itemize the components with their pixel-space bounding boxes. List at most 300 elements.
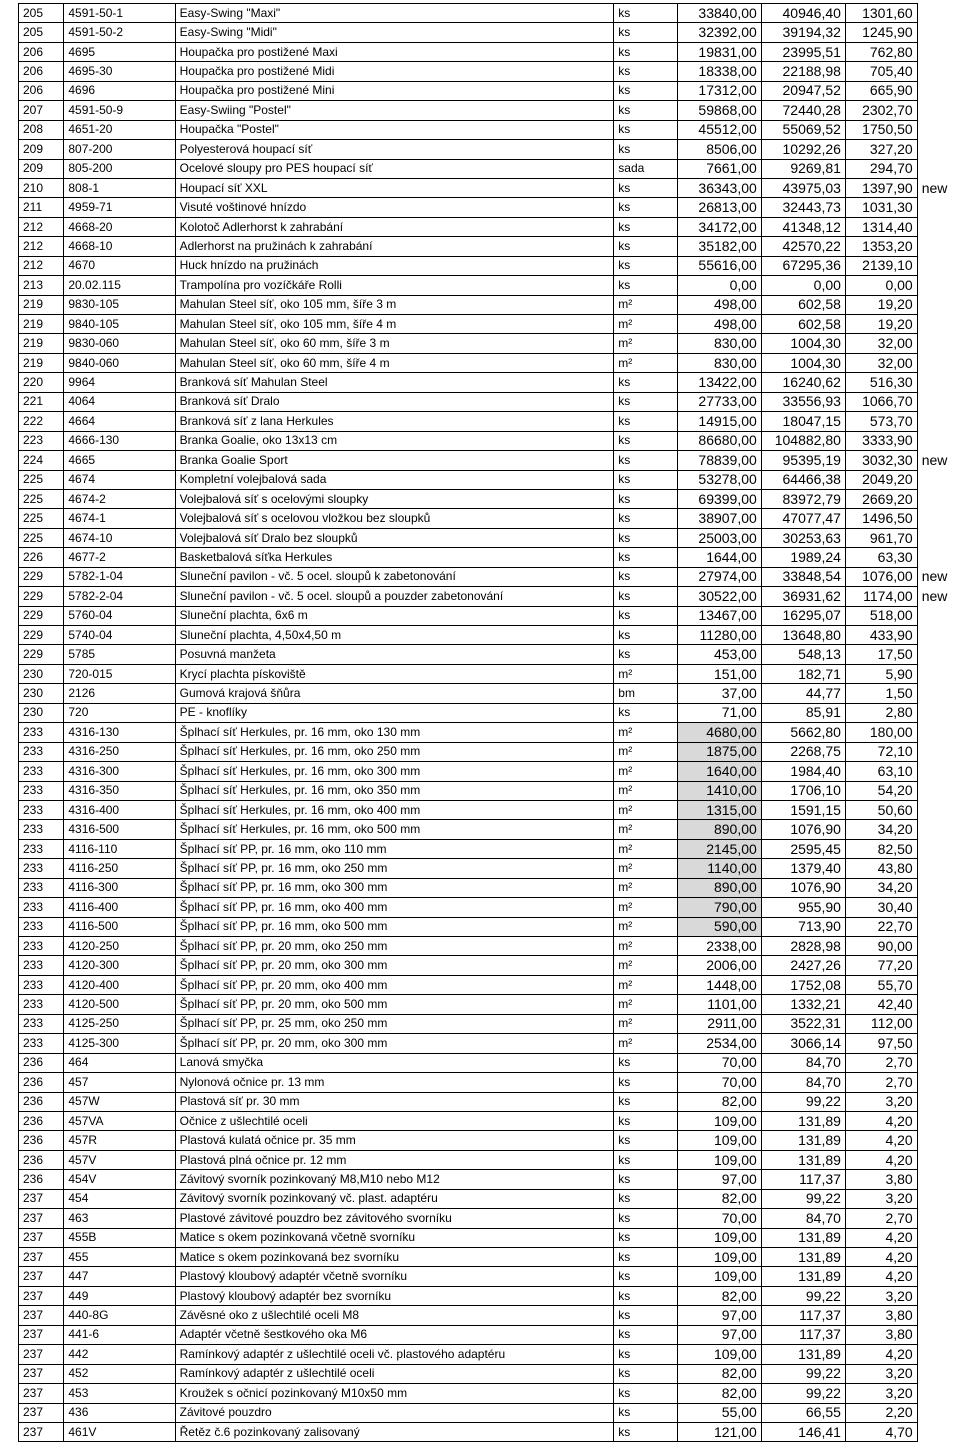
- new-flag: [917, 859, 959, 878]
- unit-cell: m²: [614, 917, 678, 936]
- price-excl-vat-cell: 70,00: [678, 1053, 761, 1072]
- product-name-cell: Gumová krajová šňůra: [175, 684, 614, 703]
- price-excl-vat-cell: 121,00: [678, 1422, 761, 1441]
- price-incl-vat-cell: 2828,98: [761, 937, 845, 956]
- group-cell: 233: [19, 995, 64, 1014]
- group-cell: 212: [19, 237, 64, 256]
- new-flag: [917, 1131, 959, 1150]
- product-name-cell: Plastová síť pr. 30 mm: [175, 1092, 614, 1111]
- price-per-unit-cell: 55,70: [845, 975, 917, 994]
- table-row: [19, 703, 960, 722]
- unit-cell: ks: [614, 626, 678, 645]
- group-cell: 236: [19, 1111, 64, 1130]
- table-row: [19, 820, 960, 839]
- price-incl-vat-cell: 30253,63: [761, 528, 845, 547]
- product-name-cell: Easy-Swiing "Postel": [175, 101, 614, 120]
- group-cell: 236: [19, 1073, 64, 1092]
- price-excl-vat-cell: 97,00: [678, 1325, 761, 1344]
- new-flag: [917, 101, 959, 120]
- new-flag: [917, 723, 959, 742]
- article-code-cell: 454V: [64, 1170, 175, 1189]
- table-row: [19, 1034, 960, 1053]
- new-flag: [917, 431, 959, 450]
- price-excl-vat-cell: 36343,00: [678, 178, 761, 197]
- price-excl-vat-cell: 33840,00: [678, 4, 761, 23]
- unit-cell: m²: [614, 762, 678, 781]
- article-code-cell: 4696: [64, 81, 175, 100]
- price-excl-vat-cell: 35182,00: [678, 237, 761, 256]
- price-per-unit-cell: 1496,50: [845, 509, 917, 528]
- price-per-unit-cell: 4,20: [845, 1248, 917, 1267]
- new-flag: [917, 917, 959, 936]
- price-excl-vat-cell: 59868,00: [678, 101, 761, 120]
- article-code-cell: 4668-10: [64, 237, 175, 256]
- table-row: [19, 1403, 960, 1422]
- price-excl-vat-cell: 25003,00: [678, 528, 761, 547]
- price-excl-vat-cell: 70,00: [678, 1073, 761, 1092]
- article-code-cell: 4116-300: [64, 878, 175, 897]
- unit-cell: ks: [614, 1403, 678, 1422]
- table-row: [19, 956, 960, 975]
- price-excl-vat-cell: 82,00: [678, 1286, 761, 1305]
- product-name-cell: Očnice z ušlechtilé oceli: [175, 1111, 614, 1130]
- new-flag: [917, 684, 959, 703]
- price-incl-vat-cell: 117,37: [761, 1170, 845, 1189]
- new-flag: [917, 1111, 959, 1130]
- new-flag: [917, 1384, 959, 1403]
- unit-cell: ks: [614, 703, 678, 722]
- new-flag: [917, 975, 959, 994]
- price-per-unit-cell: 1750,50: [845, 120, 917, 139]
- group-cell: 233: [19, 878, 64, 897]
- article-code-cell: 9964: [64, 373, 175, 392]
- table-row: [19, 1150, 960, 1169]
- unit-cell: m²: [614, 1014, 678, 1033]
- price-per-unit-cell: 3,80: [845, 1325, 917, 1344]
- price-per-unit-cell: 1,50: [845, 684, 917, 703]
- price-list-body: [19, 4, 960, 1442]
- price-per-unit-cell: 2,70: [845, 1073, 917, 1092]
- article-code-cell: 4116-400: [64, 898, 175, 917]
- unit-cell: m²: [614, 1034, 678, 1053]
- article-code-cell: 4316-250: [64, 742, 175, 761]
- price-incl-vat-cell: 1076,90: [761, 820, 845, 839]
- unit-cell: ks: [614, 1073, 678, 1092]
- group-cell: 223: [19, 431, 64, 450]
- group-cell: 209: [19, 140, 64, 159]
- new-flag: [917, 606, 959, 625]
- price-per-unit-cell: 1076,00: [845, 567, 917, 586]
- group-cell: 233: [19, 859, 64, 878]
- table-row: [19, 23, 960, 42]
- unit-cell: m²: [614, 839, 678, 858]
- article-code-cell: 4664: [64, 412, 175, 431]
- price-incl-vat-cell: 0,00: [761, 276, 845, 295]
- group-cell: 224: [19, 451, 64, 470]
- unit-cell: ks: [614, 276, 678, 295]
- group-cell: 237: [19, 1228, 64, 1247]
- article-code-cell: 4591-50-2: [64, 23, 175, 42]
- new-flag: [917, 42, 959, 61]
- price-excl-vat-cell: 109,00: [678, 1248, 761, 1267]
- article-code-cell: 4116-500: [64, 917, 175, 936]
- article-code-cell: 453: [64, 1384, 175, 1403]
- article-code-cell: 457W: [64, 1092, 175, 1111]
- group-cell: 233: [19, 898, 64, 917]
- group-cell: 237: [19, 1345, 64, 1364]
- price-incl-vat-cell: 39194,32: [761, 23, 845, 42]
- price-incl-vat-cell: 32443,73: [761, 198, 845, 217]
- product-name-cell: Visuté voštinové hnízdo: [175, 198, 614, 217]
- unit-cell: m²: [614, 664, 678, 683]
- new-flag: [917, 1286, 959, 1305]
- product-name-cell: Sluneční pavilon - vč. 5 ocel. sloupů k zabetonování: [175, 567, 614, 586]
- price-incl-vat-cell: 10292,26: [761, 140, 845, 159]
- table-row: [19, 975, 960, 994]
- price-excl-vat-cell: 790,00: [678, 898, 761, 917]
- group-cell: 233: [19, 975, 64, 994]
- new-flag: [917, 1034, 959, 1053]
- article-code-cell: 9830-060: [64, 334, 175, 353]
- new-flag: [917, 1422, 959, 1441]
- unit-cell: m²: [614, 878, 678, 897]
- price-incl-vat-cell: 2595,45: [761, 839, 845, 858]
- price-incl-vat-cell: 33556,93: [761, 392, 845, 411]
- unit-cell: ks: [614, 256, 678, 275]
- price-excl-vat-cell: 69399,00: [678, 489, 761, 508]
- unit-cell: ks: [614, 412, 678, 431]
- price-excl-vat-cell: 82,00: [678, 1092, 761, 1111]
- article-code-cell: 805-200: [64, 159, 175, 178]
- price-excl-vat-cell: 1315,00: [678, 800, 761, 819]
- product-name-cell: Volejbalová síť s ocelovými sloupky: [175, 489, 614, 508]
- table-row: [19, 120, 960, 139]
- group-cell: 236: [19, 1150, 64, 1169]
- article-code-cell: 5760-04: [64, 606, 175, 625]
- table-row: [19, 1111, 960, 1130]
- article-code-cell: 4316-130: [64, 723, 175, 742]
- group-cell: 236: [19, 1170, 64, 1189]
- table-row: [19, 1209, 960, 1228]
- price-incl-vat-cell: 3522,31: [761, 1014, 845, 1033]
- group-cell: 229: [19, 626, 64, 645]
- price-per-unit-cell: 2,70: [845, 1053, 917, 1072]
- group-cell: 221: [19, 392, 64, 411]
- price-per-unit-cell: 762,80: [845, 42, 917, 61]
- price-list-table: [18, 3, 960, 1442]
- new-flag: [917, 509, 959, 528]
- price-excl-vat-cell: 19831,00: [678, 42, 761, 61]
- product-name-cell: Nylonová očnice pr. 13 mm: [175, 1073, 614, 1092]
- group-cell: 205: [19, 4, 64, 23]
- new-flag: [917, 392, 959, 411]
- price-per-unit-cell: 4,20: [845, 1267, 917, 1286]
- price-excl-vat-cell: 830,00: [678, 334, 761, 353]
- unit-cell: m²: [614, 295, 678, 314]
- price-per-unit-cell: 3333,90: [845, 431, 917, 450]
- price-incl-vat-cell: 602,58: [761, 315, 845, 334]
- unit-cell: ks: [614, 470, 678, 489]
- price-incl-vat-cell: 131,89: [761, 1131, 845, 1150]
- product-name-cell: Houpací síť XXL: [175, 178, 614, 197]
- product-name-cell: Easy-Swing "Midi": [175, 23, 614, 42]
- price-excl-vat-cell: 38907,00: [678, 509, 761, 528]
- group-cell: 233: [19, 723, 64, 742]
- product-name-cell: Šplhací síť PP, pr. 20 mm, oko 250 mm: [175, 937, 614, 956]
- price-incl-vat-cell: 33848,54: [761, 567, 845, 586]
- group-cell: 233: [19, 839, 64, 858]
- price-incl-vat-cell: 1706,10: [761, 781, 845, 800]
- price-per-unit-cell: 3,20: [845, 1286, 917, 1305]
- unit-cell: ks: [614, 1306, 678, 1325]
- table-row: [19, 1364, 960, 1383]
- article-code-cell: 4125-300: [64, 1034, 175, 1053]
- price-excl-vat-cell: 26813,00: [678, 198, 761, 217]
- article-code-cell: 2126: [64, 684, 175, 703]
- group-cell: 237: [19, 1267, 64, 1286]
- article-code-cell: 4670: [64, 256, 175, 275]
- article-code-cell: 447: [64, 1267, 175, 1286]
- article-code-cell: 4316-300: [64, 762, 175, 781]
- table-row: [19, 178, 960, 197]
- table-row: [19, 723, 960, 742]
- price-incl-vat-cell: 13648,80: [761, 626, 845, 645]
- price-incl-vat-cell: 83972,79: [761, 489, 845, 508]
- unit-cell: ks: [614, 548, 678, 567]
- unit-cell: m²: [614, 820, 678, 839]
- new-flag: [917, 898, 959, 917]
- article-code-cell: 4125-250: [64, 1014, 175, 1033]
- table-row: [19, 159, 960, 178]
- product-name-cell: Šplhací síť Herkules, pr. 16 mm, oko 500 mm: [175, 820, 614, 839]
- unit-cell: ks: [614, 1170, 678, 1189]
- new-flag: [917, 81, 959, 100]
- article-code-cell: 442: [64, 1345, 175, 1364]
- new-flag: [917, 412, 959, 431]
- price-per-unit-cell: 1066,70: [845, 392, 917, 411]
- group-cell: 233: [19, 800, 64, 819]
- table-row: [19, 995, 960, 1014]
- group-cell: 209: [19, 159, 64, 178]
- price-excl-vat-cell: 1140,00: [678, 859, 761, 878]
- new-flag: [917, 334, 959, 353]
- price-incl-vat-cell: 2427,26: [761, 956, 845, 975]
- product-name-cell: Houpačka pro postižené Midi: [175, 62, 614, 81]
- article-code-cell: 5782-2-04: [64, 587, 175, 606]
- new-flag: [917, 645, 959, 664]
- unit-cell: ks: [614, 1111, 678, 1130]
- price-excl-vat-cell: 0,00: [678, 276, 761, 295]
- price-excl-vat-cell: 1448,00: [678, 975, 761, 994]
- new-flag: [917, 217, 959, 236]
- price-per-unit-cell: 112,00: [845, 1014, 917, 1033]
- unit-cell: ks: [614, 431, 678, 450]
- price-excl-vat-cell: 2534,00: [678, 1034, 761, 1053]
- new-flag: [917, 956, 959, 975]
- product-name-cell: Branka Goalie Sport: [175, 451, 614, 470]
- product-name-cell: Krycí plachta pískoviště: [175, 664, 614, 683]
- table-row: [19, 1325, 960, 1344]
- unit-cell: ks: [614, 373, 678, 392]
- price-excl-vat-cell: 17312,00: [678, 81, 761, 100]
- price-excl-vat-cell: 498,00: [678, 295, 761, 314]
- product-name-cell: Závěsné oko z ušlechtilé oceli M8: [175, 1306, 614, 1325]
- group-cell: 236: [19, 1131, 64, 1150]
- price-per-unit-cell: 1031,30: [845, 198, 917, 217]
- new-flag: [917, 1248, 959, 1267]
- article-code-cell: 4959-71: [64, 198, 175, 217]
- product-name-cell: Matice s okem pozinkovaná včetně svorníku: [175, 1228, 614, 1247]
- unit-cell: ks: [614, 1228, 678, 1247]
- group-cell: 237: [19, 1248, 64, 1267]
- group-cell: 211: [19, 198, 64, 217]
- group-cell: 212: [19, 256, 64, 275]
- group-cell: 230: [19, 703, 64, 722]
- table-row: [19, 567, 960, 586]
- product-name-cell: Šplhací síť PP, pr. 20 mm, oko 500 mm: [175, 995, 614, 1014]
- price-incl-vat-cell: 40946,40: [761, 4, 845, 23]
- price-excl-vat-cell: 82,00: [678, 1384, 761, 1403]
- price-incl-vat-cell: 36931,62: [761, 587, 845, 606]
- price-per-unit-cell: 3,80: [845, 1170, 917, 1189]
- new-flag: [917, 528, 959, 547]
- unit-cell: ks: [614, 1286, 678, 1305]
- table-row: [19, 198, 960, 217]
- unit-cell: m²: [614, 975, 678, 994]
- price-excl-vat-cell: 37,00: [678, 684, 761, 703]
- product-name-cell: Branková síť Mahulan Steel: [175, 373, 614, 392]
- price-per-unit-cell: 5,90: [845, 664, 917, 683]
- article-code-cell: 4674-1: [64, 509, 175, 528]
- price-per-unit-cell: 63,10: [845, 762, 917, 781]
- price-excl-vat-cell: 78839,00: [678, 451, 761, 470]
- table-row: [19, 392, 960, 411]
- price-incl-vat-cell: 131,89: [761, 1248, 845, 1267]
- unit-cell: ks: [614, 1209, 678, 1228]
- product-name-cell: Závitový svorník pozinkovaný M8,M10 nebo M12: [175, 1170, 614, 1189]
- new-flag: [917, 800, 959, 819]
- table-row: [19, 626, 960, 645]
- price-per-unit-cell: 327,20: [845, 140, 917, 159]
- price-per-unit-cell: 32,00: [845, 353, 917, 372]
- article-code-cell: 4674-10: [64, 528, 175, 547]
- group-cell: 230: [19, 684, 64, 703]
- article-code-cell: 720-015: [64, 664, 175, 683]
- unit-cell: m²: [614, 898, 678, 917]
- article-code-cell: 440-8G: [64, 1306, 175, 1325]
- group-cell: 233: [19, 820, 64, 839]
- price-excl-vat-cell: 97,00: [678, 1306, 761, 1325]
- product-name-cell: Branka Goalie, oko 13x13 cm: [175, 431, 614, 450]
- unit-cell: ks: [614, 1053, 678, 1072]
- price-per-unit-cell: 516,30: [845, 373, 917, 392]
- new-flag: [917, 159, 959, 178]
- price-per-unit-cell: 1245,90: [845, 23, 917, 42]
- product-name-cell: Adaptér včetně šestkového oka M6: [175, 1325, 614, 1344]
- unit-cell: ks: [614, 237, 678, 256]
- price-per-unit-cell: 2669,20: [845, 489, 917, 508]
- article-code-cell: 4674: [64, 470, 175, 489]
- price-incl-vat-cell: 99,22: [761, 1364, 845, 1383]
- article-code-cell: 457R: [64, 1131, 175, 1150]
- price-incl-vat-cell: 131,89: [761, 1345, 845, 1364]
- price-incl-vat-cell: 99,22: [761, 1092, 845, 1111]
- table-row: [19, 470, 960, 489]
- price-per-unit-cell: 2049,20: [845, 470, 917, 489]
- price-incl-vat-cell: 44,77: [761, 684, 845, 703]
- price-incl-vat-cell: 2268,75: [761, 742, 845, 761]
- unit-cell: m²: [614, 353, 678, 372]
- table-row: [19, 1306, 960, 1325]
- product-name-cell: Šplhací síť Herkules, pr. 16 mm, oko 350 mm: [175, 781, 614, 800]
- table-row: [19, 509, 960, 528]
- unit-cell: m²: [614, 800, 678, 819]
- new-flag: [917, 140, 959, 159]
- price-per-unit-cell: 705,40: [845, 62, 917, 81]
- product-name-cell: Kolotoč Adlerhorst k zahrabání: [175, 217, 614, 236]
- group-cell: 233: [19, 956, 64, 975]
- table-row: [19, 315, 960, 334]
- price-incl-vat-cell: 131,89: [761, 1228, 845, 1247]
- article-code-cell: 720: [64, 703, 175, 722]
- price-incl-vat-cell: 84,70: [761, 1073, 845, 1092]
- article-code-cell: 4316-350: [64, 781, 175, 800]
- unit-cell: m²: [614, 781, 678, 800]
- group-cell: 225: [19, 470, 64, 489]
- price-per-unit-cell: 2139,10: [845, 256, 917, 275]
- product-name-cell: Sluneční pavilon - vč. 5 ocel. sloupů a pouzder zabetonování: [175, 587, 614, 606]
- price-per-unit-cell: 19,20: [845, 295, 917, 314]
- table-row: [19, 917, 960, 936]
- article-code-cell: 452: [64, 1364, 175, 1383]
- product-name-cell: Šplhací síť Herkules, pr. 16 mm, oko 400 mm: [175, 800, 614, 819]
- group-cell: 237: [19, 1364, 64, 1383]
- unit-cell: bm: [614, 684, 678, 703]
- price-per-unit-cell: 63,30: [845, 548, 917, 567]
- table-row: [19, 800, 960, 819]
- product-name-cell: Šplhací síť Herkules, pr. 16 mm, oko 300 mm: [175, 762, 614, 781]
- price-incl-vat-cell: 131,89: [761, 1267, 845, 1286]
- table-row: [19, 217, 960, 236]
- table-row: [19, 781, 960, 800]
- price-per-unit-cell: 22,70: [845, 917, 917, 936]
- table-row: [19, 1053, 960, 1072]
- product-name-cell: Šplhací síť PP, pr. 20 mm, oko 300 mm: [175, 1034, 614, 1053]
- price-per-unit-cell: 3,20: [845, 1384, 917, 1403]
- new-flag: [917, 1345, 959, 1364]
- new-flag: [917, 762, 959, 781]
- new-flag: [917, 839, 959, 858]
- price-per-unit-cell: 4,20: [845, 1111, 917, 1130]
- product-name-cell: Lanová smyčka: [175, 1053, 614, 1072]
- article-code-cell: 4116-250: [64, 859, 175, 878]
- product-name-cell: Volejbalová síť s ocelovou vložkou bez sloupků: [175, 509, 614, 528]
- price-per-unit-cell: 42,40: [845, 995, 917, 1014]
- price-incl-vat-cell: 99,22: [761, 1286, 845, 1305]
- price-incl-vat-cell: 16295,07: [761, 606, 845, 625]
- unit-cell: m²: [614, 956, 678, 975]
- group-cell: 237: [19, 1325, 64, 1344]
- price-incl-vat-cell: 1004,30: [761, 353, 845, 372]
- unit-cell: ks: [614, 1150, 678, 1169]
- group-cell: 220: [19, 373, 64, 392]
- price-per-unit-cell: 34,20: [845, 820, 917, 839]
- table-row: [19, 1092, 960, 1111]
- unit-cell: m²: [614, 859, 678, 878]
- group-cell: 206: [19, 42, 64, 61]
- group-cell: 208: [19, 120, 64, 139]
- price-per-unit-cell: 573,70: [845, 412, 917, 431]
